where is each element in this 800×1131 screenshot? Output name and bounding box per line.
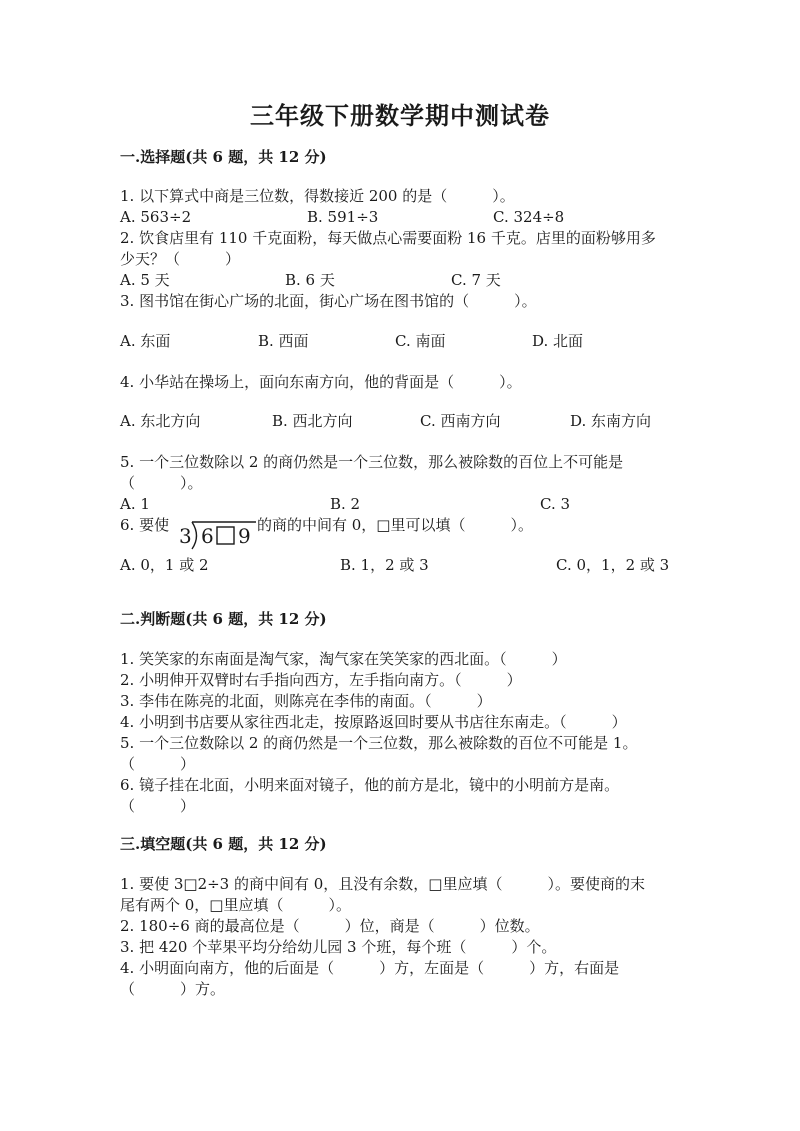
question-line: （ ）。 <box>120 474 203 492</box>
question-line: 的商的中间有 0，□里可以填（ ）。 <box>257 516 533 534</box>
option-a: A. 5 天 <box>120 271 170 289</box>
question-line: 4. 小明到书店要从家往西北走，按原路返回时要从书店往东南走。（ ） <box>120 713 627 731</box>
option-b: B. 591÷3 <box>307 208 379 226</box>
question-line: 1. 以下算式中商是三位数，得数接近 200 的是（ ）。 <box>120 187 515 205</box>
option-a: A. 1 <box>120 495 150 513</box>
question-line: 4. 小华站在操场上，面向东南方向，他的背面是（ ）。 <box>120 373 522 391</box>
option-a: A. 563÷2 <box>120 208 192 226</box>
question-line: 6. 要使 <box>120 516 170 534</box>
question-line: 4. 小明面向南方，他的后面是（ ）方，左面是（ ）方，右面是 <box>120 959 620 977</box>
question-line: 3. 把 420 个苹果平均分给幼儿园 3 个班，每个班（ ）个。 <box>120 938 557 956</box>
page-title: 三年级下册数学期中测试卷 <box>250 101 550 130</box>
option-b: B. 西北方向 <box>272 412 353 430</box>
option-b: B. 6 天 <box>285 271 335 289</box>
division-bracket <box>192 522 197 549</box>
option-a: A. 东北方向 <box>120 412 201 430</box>
question-line: 5. 一个三位数除以 2 的商仍然是一个三位数，那么被除数的百位上不可能是 <box>120 453 624 471</box>
option-d: D. 东南方向 <box>570 412 652 430</box>
option-c: C. 南面 <box>395 332 446 350</box>
question-line: 2. 180÷6 商的最高位是（ ）位，商是（ ）位数。 <box>120 917 540 935</box>
long-division-figure <box>177 518 257 552</box>
dividend-digit-1: 6 <box>201 524 214 548</box>
option-c: C. 7 天 <box>451 271 501 289</box>
question-line: 6. 镜子挂在北面，小明来面对镜子，他的前方是北，镜中的小明前方是南。 <box>120 776 620 794</box>
option-a: A. 0，1 或 2 <box>120 556 209 574</box>
question-line: （ ） <box>120 755 196 773</box>
option-c: C. 3 <box>540 495 571 513</box>
option-c: C. 0，1，2 或 3 <box>556 556 670 574</box>
blank-box <box>217 527 234 544</box>
question-line: （ ）方。 <box>120 980 226 998</box>
question-line: 3. 李伟在陈亮的北面，则陈亮在李伟的南面。（ ） <box>120 692 492 710</box>
option-c: C. 西南方向 <box>420 412 501 430</box>
section-heading-fill-in: 三.填空题(共 6 题，共 12 分) <box>120 835 327 853</box>
question-line: 3. 图书馆在街心广场的北面，街心广场在图书馆的（ ）。 <box>120 292 537 310</box>
question-line: 5. 一个三位数除以 2 的商仍然是一个三位数，那么被除数的百位不可能是 1。 <box>120 734 638 752</box>
option-b: B. 1，2 或 3 <box>340 556 429 574</box>
question-line: 2. 饮食店里有 110 千克面粉，每天做点心需要面粉 16 千克。店里的面粉够用多 <box>120 229 656 247</box>
option-d: D. 北面 <box>532 332 584 350</box>
question-line: 少天？（ ） <box>120 250 241 268</box>
question-line: 1. 笑笑家的东南面是淘气家，淘气家在笑笑家的西北面。（ ） <box>120 650 567 668</box>
question-line: 1. 要使 3□2÷3 的商中间有 0，且没有余数，□里应填（ ）。要使商的末 <box>120 875 645 893</box>
question-line: （ ） <box>120 797 196 815</box>
dividend-digit-3: 9 <box>238 524 251 548</box>
option-c: C. 324÷8 <box>493 208 565 226</box>
divisor-digit: 3 <box>179 524 192 548</box>
option-a: A. 东面 <box>120 332 171 350</box>
question-line: 尾有两个 0，□里应填（ ）。 <box>120 896 351 914</box>
option-b: B. 西面 <box>258 332 309 350</box>
question-line: 2. 小明伸开双臂时右手指向西方，左手指向南方。（ ） <box>120 671 522 689</box>
section-heading-judgement: 二.判断题(共 6 题，共 12 分) <box>120 610 327 628</box>
option-b: B. 2 <box>330 495 361 513</box>
section-heading-choice: 一.选择题(共 6 题，共 12 分) <box>120 148 327 166</box>
